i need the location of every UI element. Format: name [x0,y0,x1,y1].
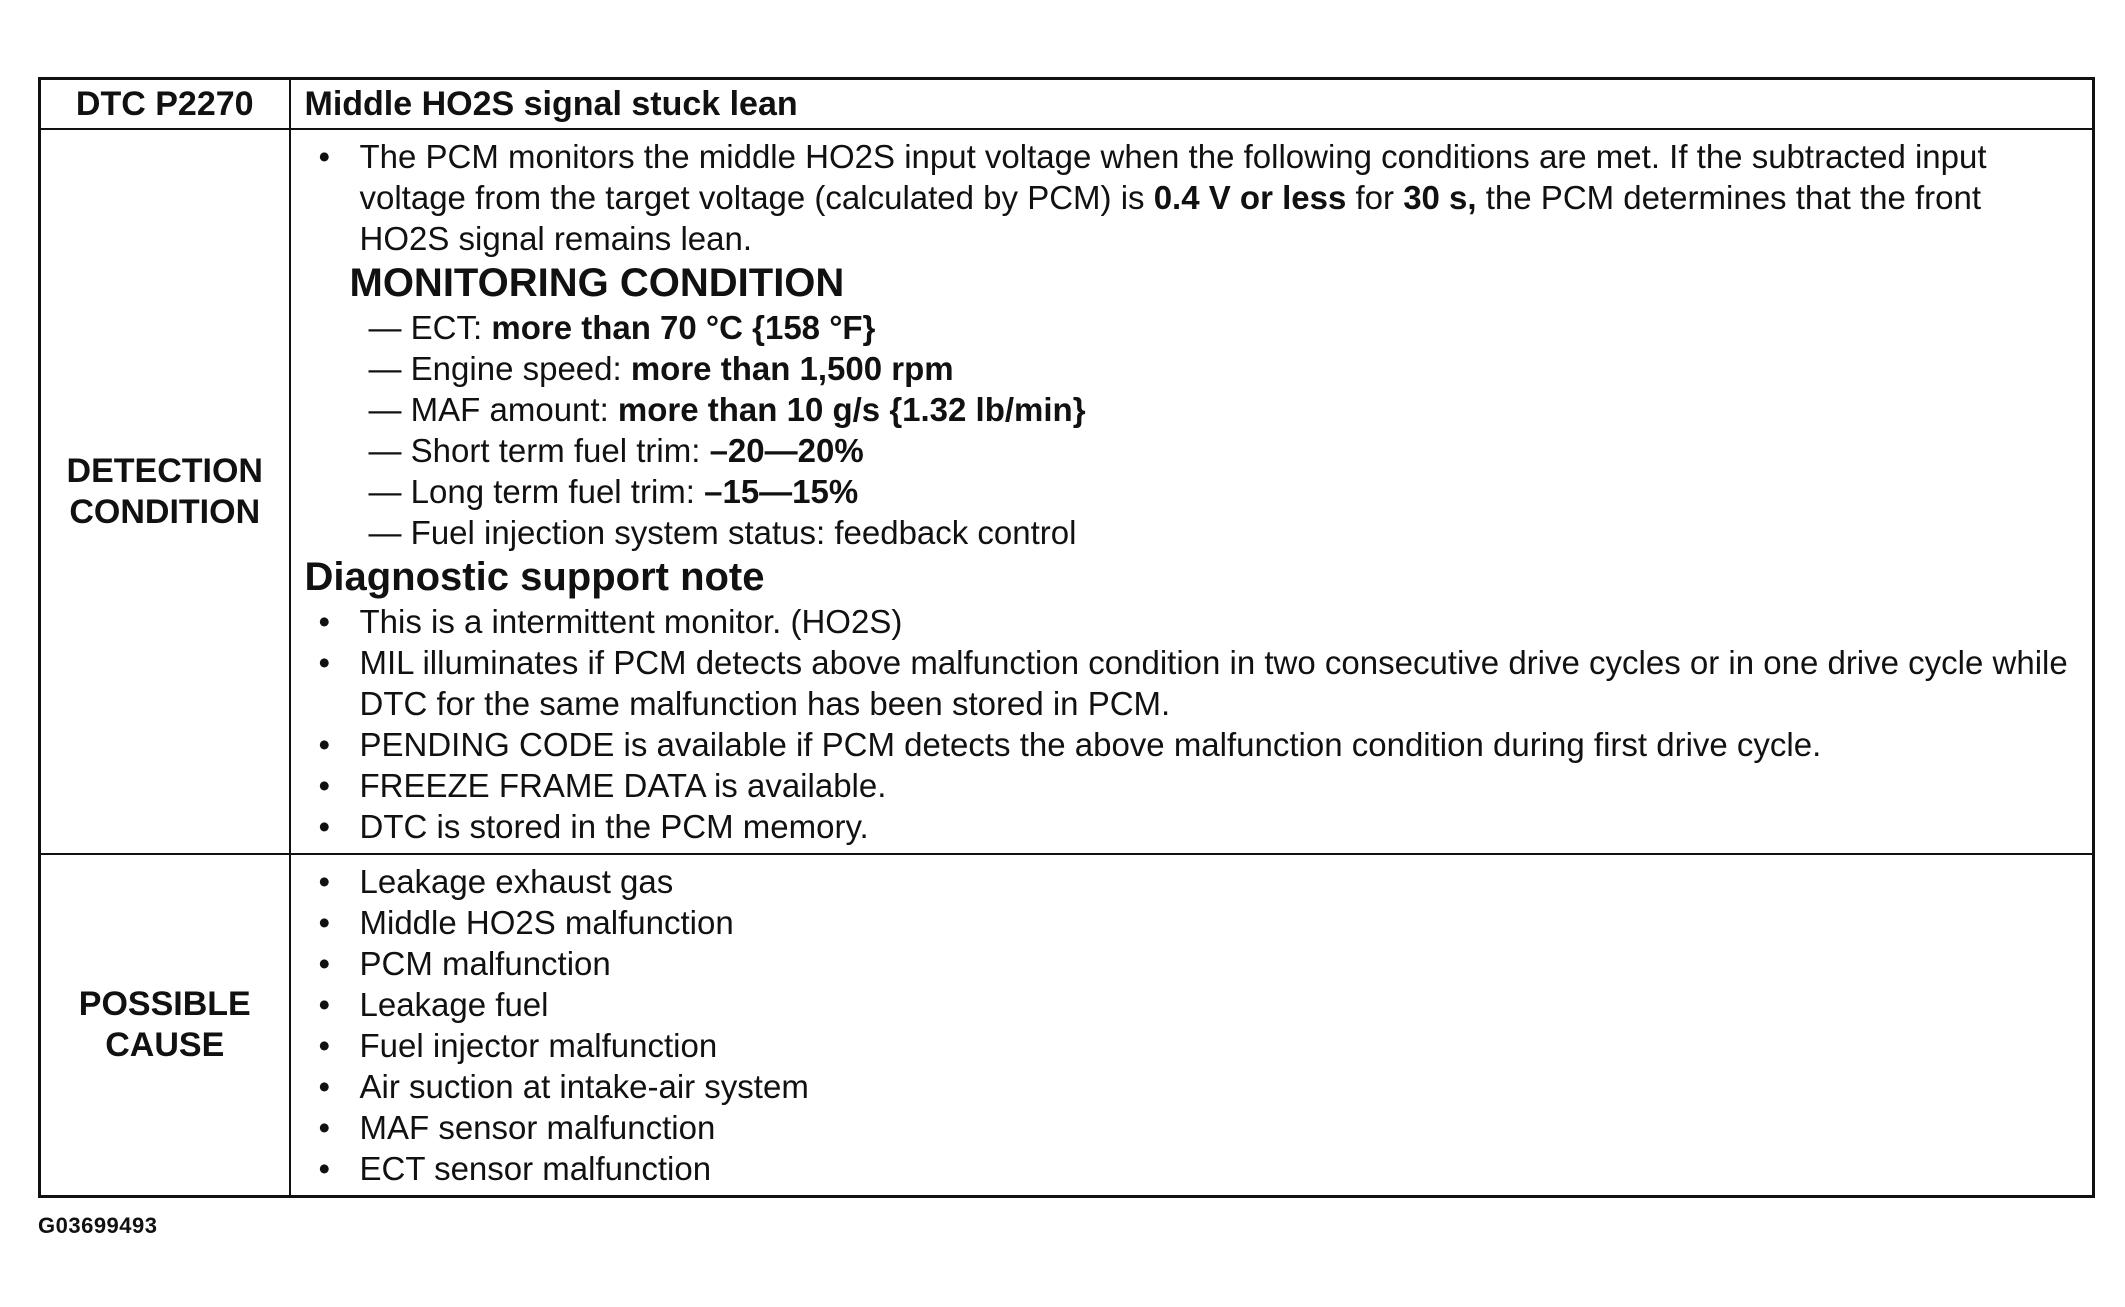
detection-label-line1: DETECTION [66,451,263,490]
cause-item-text: Leakage fuel [359,986,549,1023]
detection-intro [305,136,2081,259]
bullet-icon: • [318,863,331,900]
dtc-code: DTC P2270 [40,79,290,130]
cause-label-line2: CAUSE [105,1026,225,1064]
support-note-text: PENDING CODE is available if PCM detects the above malfunction condition during first drive cycle. [359,726,1822,763]
condition-value: more than 70 °C {158 °F} [491,309,876,346]
bullet-icon: • [318,138,331,175]
cause-item [305,1066,2081,1107]
support-note [305,765,2081,806]
bullet-icon: • [318,904,331,941]
intro-part2: for [1346,179,1404,216]
support-note [305,724,2081,765]
condition-label: — Engine speed: [368,350,631,387]
detection-row [40,129,2094,854]
support-note-text: This is a intermittent monitor. (HO2S) [359,603,903,640]
bullet-icon: • [318,1150,331,1187]
bullet-icon: • [318,1027,331,1064]
cause-item-text: Air suction at intake-air system [359,1068,809,1105]
cause-label-line1: POSSIBLE [78,985,251,1023]
condition-label: — Short term fuel trim: [368,432,710,469]
intro-part1: The PCM monitors the middle HO2S input voltage when the following conditions are met. If the subtracted input voltage from the target voltage (calculated by PCM) is [359,138,1987,216]
bullet-icon: • [318,1068,331,1105]
intro-part3: the PCM determines that the front HO2S signal remains lean. [359,179,1982,257]
support-note-text: MIL illuminates if PCM detects above malfunction condition in two consecutive drive cycles or in one drive cycle while DTC for the same malfunction has been stored in PCM. [359,644,2068,722]
cause-item [305,943,2081,984]
bullet-icon: • [318,726,331,763]
cause-item-text: Middle HO2S malfunction [359,904,734,941]
support-note-text: DTC is stored in the PCM memory. [359,808,869,845]
detection-content [290,129,2094,854]
detection-intro-list [305,136,2081,259]
condition-value: –15—15% [704,473,859,510]
condition-line [305,348,2081,389]
detection-label [40,129,290,854]
bullet-icon: • [318,603,331,640]
cause-item-text: MAF sensor malfunction [359,1109,716,1146]
support-note [305,806,2081,847]
support-note [305,601,2081,642]
support-note-text: FREEZE FRAME DATA is available. [359,767,887,804]
condition-line [305,430,2081,471]
condition-line [305,512,2081,553]
intro-bold2: 30 s, [1403,179,1477,216]
intro-bold1: 0.4 V or less [1153,179,1347,216]
cause-label [40,854,290,1197]
bullet-icon: • [318,808,331,845]
condition-label: — Long term fuel trim: [368,473,705,510]
cause-row [40,854,2094,1197]
cause-content [290,854,2094,1197]
condition-line [305,389,2081,430]
dtc-title: Middle HO2S signal stuck lean [290,79,2094,130]
monitoring-heading: MONITORING CONDITION [349,261,845,305]
support-heading: Diagnostic support note [304,555,765,599]
cause-item-text: Fuel injector malfunction [359,1027,718,1064]
cause-item [305,1148,2081,1189]
bullet-icon: • [318,945,331,982]
cause-item-text: Leakage exhaust gas [359,863,674,900]
condition-label: — ECT: [368,309,492,346]
condition-label: — MAF amount: [368,391,618,428]
cause-item [305,1107,2081,1148]
cause-item [305,984,2081,1025]
condition-line [305,471,2081,512]
cause-list [305,861,2081,1189]
cause-item [305,902,2081,943]
cause-item [305,1025,2081,1066]
bullet-icon: • [318,1109,331,1146]
condition-value: more than 1,500 rpm [630,350,954,387]
condition-line [305,307,2081,348]
condition-value: more than 10 g/s {1.32 lb/min} [617,391,1086,428]
support-note [305,642,2081,724]
header-row [40,79,2094,130]
cause-item-text: PCM malfunction [359,945,611,982]
bullet-icon: • [318,767,331,804]
support-notes-list [305,601,2081,847]
bullet-icon: • [318,986,331,1023]
cause-item-text: ECT sensor malfunction [359,1150,712,1187]
figure-id: G03699493 [38,1213,158,1238]
condition-value: –20—20% [709,432,864,469]
condition-label: — Fuel injection system status: feedback control [368,514,1077,551]
cause-item [305,861,2081,902]
bullet-icon: • [318,644,331,681]
dtc-table [38,77,2095,1198]
detection-label-line2: CONDITION [69,492,261,531]
